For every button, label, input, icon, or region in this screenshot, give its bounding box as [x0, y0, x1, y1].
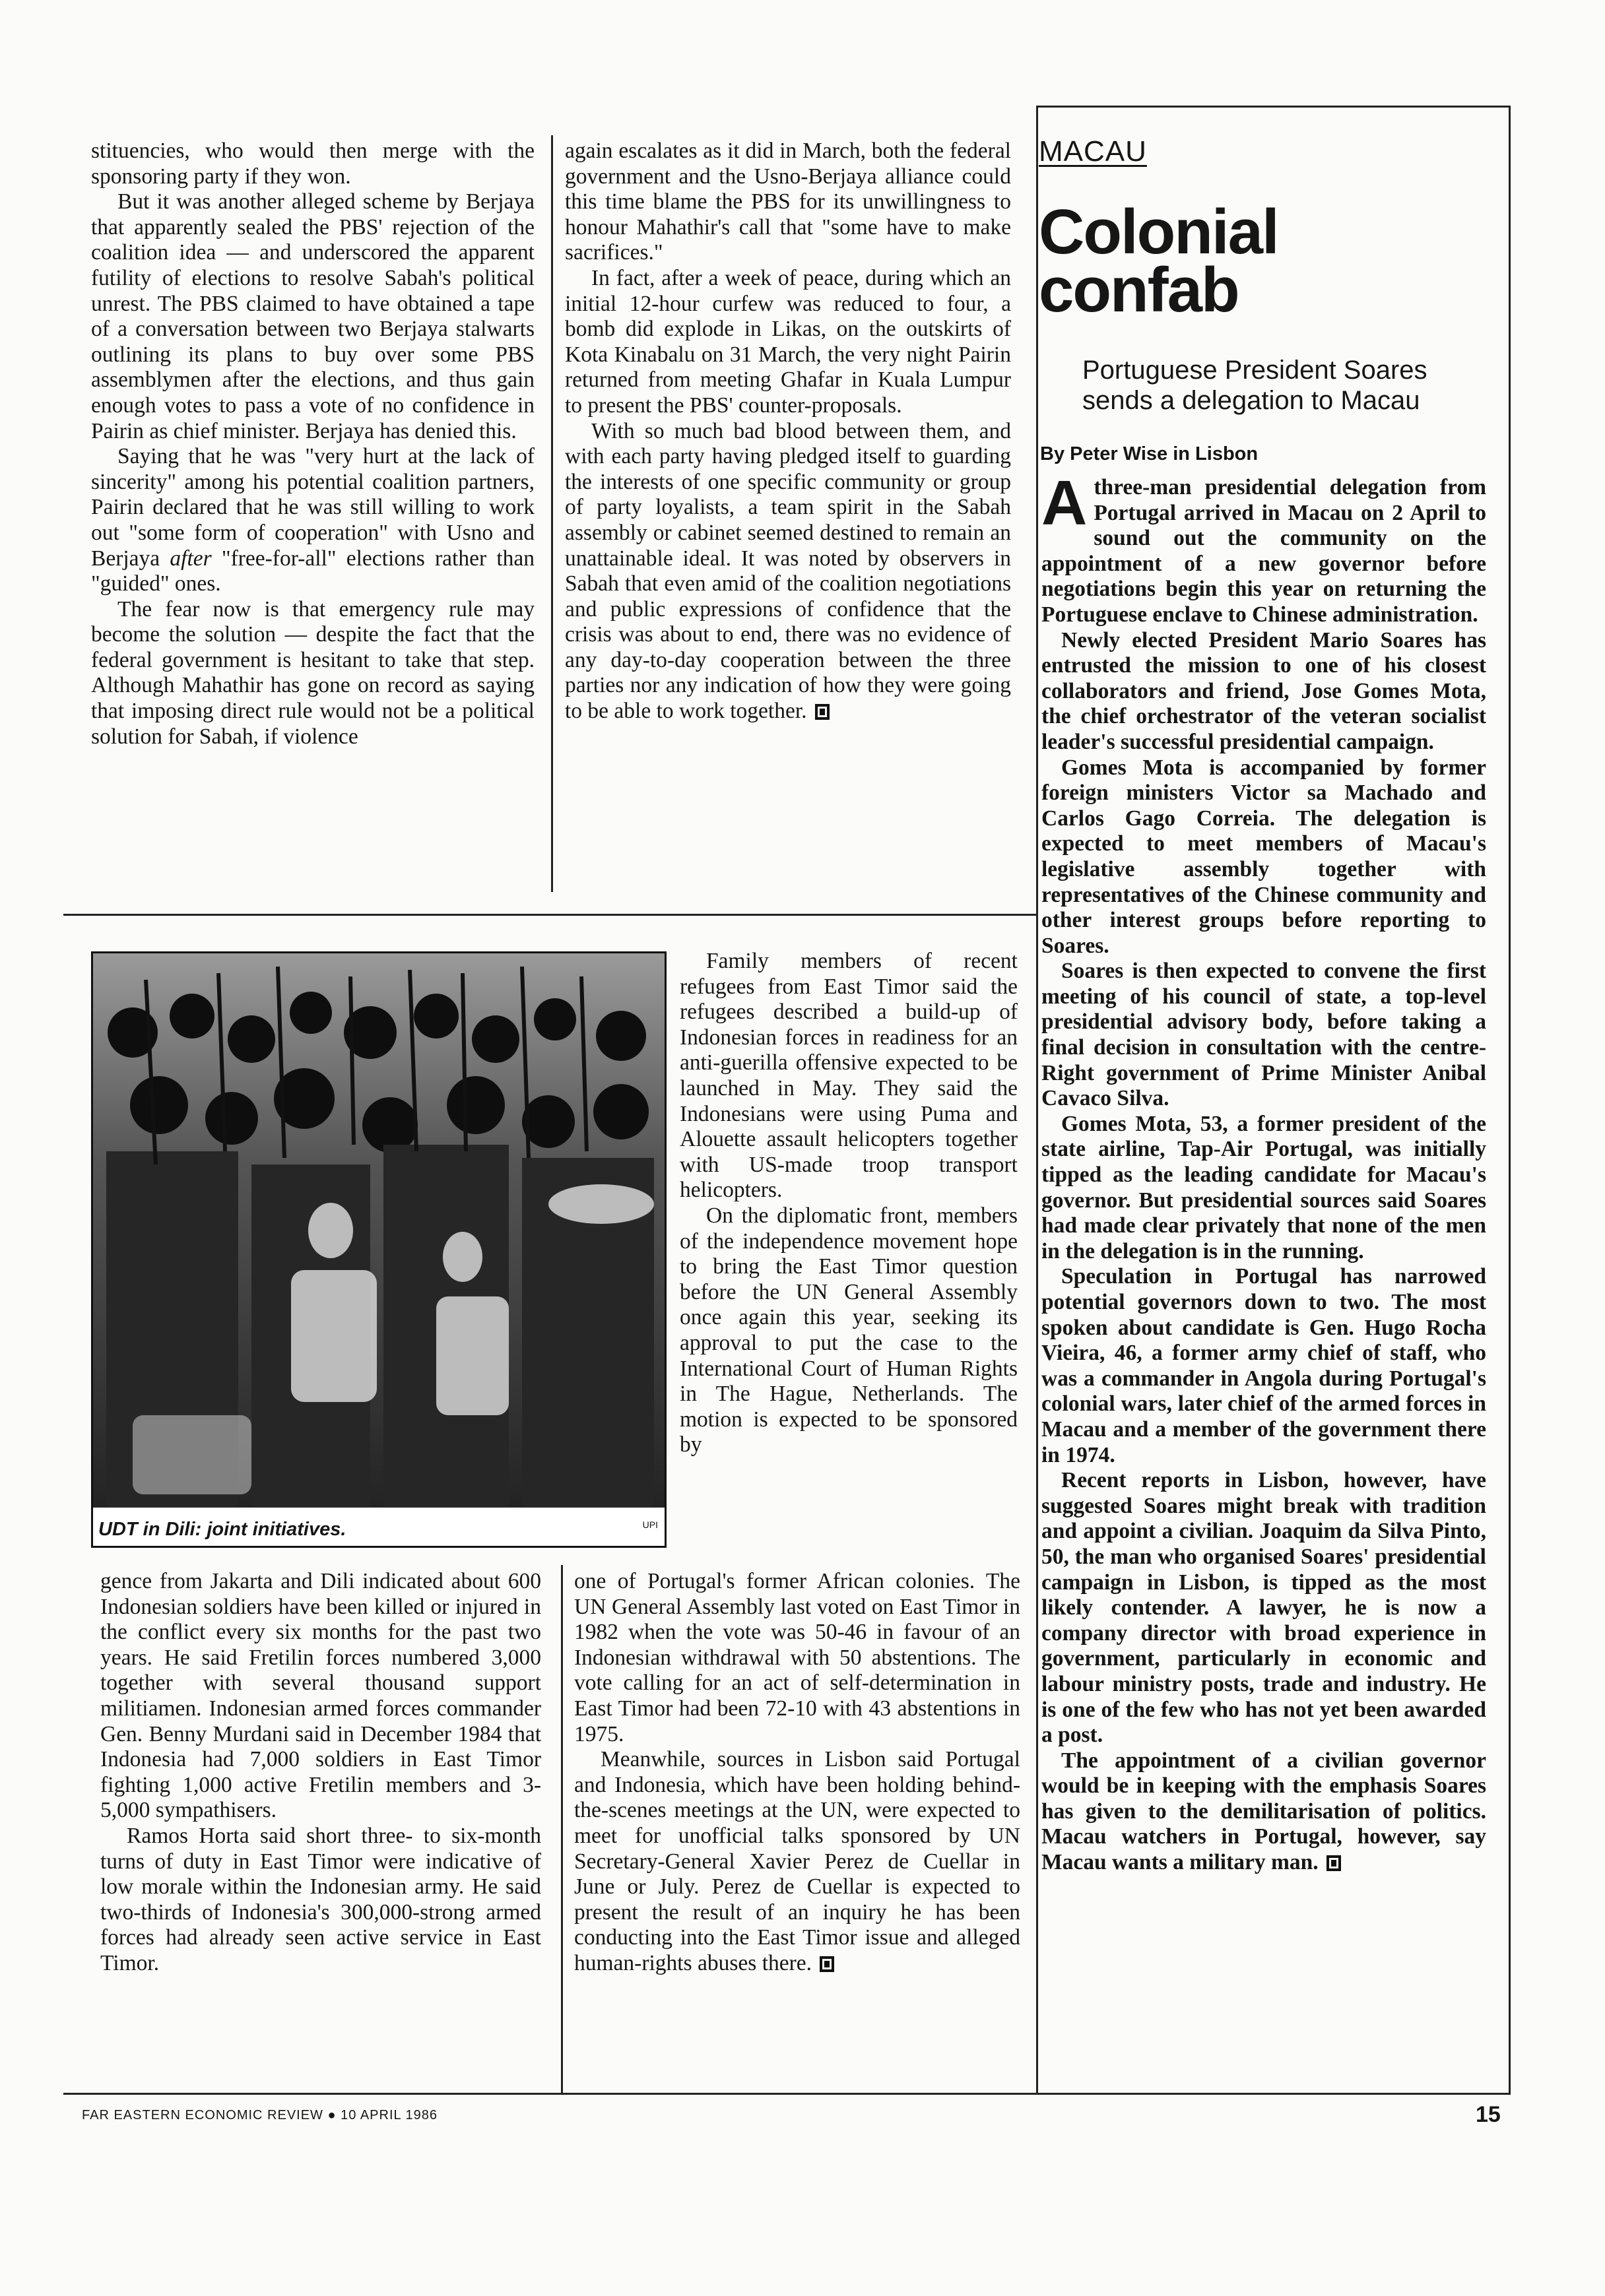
macau-frame-right [1509, 106, 1511, 2095]
paragraph: In fact, after a week of peace, during which an initial 12-hour curfew was reduced to four, a bomb did explode in Likas, on the outskirts of Kota Kinabalu on 31 March, the very night Pairin returned from meeting Ghafar in Kuala Lumpur to present the PBS' counter-proposals. [565, 265, 1011, 418]
paragraph-text: Saying that he was "very hurt at the lack of sincerity" among his potential coalition partners, Pairin declared that he was still willing to work out "some form of cooperation" with Usno and Berjaya [91, 444, 535, 571]
paragraph: Recent reports in Lisbon, however, have suggested Soares might break with tradition and appoint a civilian. Joaquim da Silva Pinto, 50, the man who organised Soares' presidential campaign in Lisbon, is tipped as the most likely contender. A lawyer, he is now a company director with broad experience in government, particularly in economic and labour ministry posts, trade and industry. He is one of the few who has not yet been awarded a post. [1041, 1468, 1486, 1748]
column-rule [1036, 106, 1038, 2095]
emphasis: after [170, 546, 212, 571]
paragraph-text: "free-for-all" elections rather than "guided" ones. [91, 546, 535, 596]
bullet-separator: ● [327, 2108, 341, 2122]
headline-line: Colonial [1039, 197, 1278, 267]
paragraph-text: The appointment of a civilian governor would be in keeping with the emphasis Soares has given to the demilitarisation of politics. Macau watchers in Portugal, however, say Macau wants a military man. [1041, 1748, 1486, 1875]
paragraph: But it was another alleged scheme by Berjaya that apparently sealed the PBS' rejection of the coalition idea — and underscored the apparent futility of elections to resolve Sabah's political unrest. The PBS claimed to have obtained a tape of a conversation between two Berjaya stalwarts outlining its plans to buy over some PBS assemblymen after the elections, and thus gain enough votes to pass a vote of no confidence in Pairin as chief minister. Berjaya has denied this. [91, 189, 535, 443]
headline [1039, 197, 1278, 325]
paragraph: Newly elected President Mario Soares has entrusted the mission to one of his closest collaborators and friend, Jose Gomes Mota, the chief orchestrator of the veteran socialist leader's successful presidential campaign. [1041, 627, 1486, 754]
end-mark-icon [815, 704, 830, 720]
paragraph: one of Portugal's former African colonies. The UN General Assembly last voted on East Timor in 1982 when the vote was 50-46 in favour of an Indonesian withdrawal with 50 abstentions. The vote calling for an act of self-determination in East Timor had been 72-10 with 43 abstentions in 1975. [574, 1569, 1020, 1746]
crowd-photo-image [93, 953, 665, 1546]
column-rule [561, 1565, 563, 2093]
article-column [680, 949, 1018, 1458]
column-rule [551, 135, 553, 892]
paragraph: On the diplomatic front, members of the independence movement hope to bring the East Timor question before the UN General Assembly once again this year, seeking its approval to put the case to the International Court of Human Rights in The Hague, Netherlands. The motion is expected to be sponsored by [680, 1203, 1018, 1457]
section-kicker: MACAU [1039, 135, 1147, 168]
photo-caption: UDT in Dili: joint initiatives. [98, 1519, 346, 1540]
page-number: 15 [1476, 2102, 1501, 2127]
paragraph-text: Meanwhile, sources in Lisbon said Portugal and Indonesia, which have been holding behind-the-scenes meetings at the UN, were expected to meet for unofficial talks sponsored by UN Secretary-General Xavier Perez de Cuellar in June or July. Perez de Cuellar is expected to present the result of an inquiry he has been conducting into the East Timor issue and alleged human-rights abuses there. [574, 1747, 1020, 1975]
paragraph: The fear now is that emergency rule may become the solution — despite the fact that the federal government is hesitant to take that step. Although Mahathir has gone on record as saying that imposing direct rule would not be a political solution for Sabah, if violence [91, 596, 535, 749]
end-mark-icon [1327, 1855, 1341, 1871]
deck: Portuguese President Soares sends a delegation to Macau [1082, 356, 1427, 415]
paragraph-text: three-man presidential delegation from Portugal arrived in Macau on 2 April to sound out the community on the appointment of a new governor before negotiations begin this year on returning the Portuguese enclave to Chinese administration. [1041, 475, 1486, 627]
photo-credit: UPI [642, 1519, 658, 1530]
news-photo [91, 951, 667, 1548]
paragraph: Family members of recent refugees from East Timor said the refugees described a build-up of Indonesian forces in readiness for an anti-guerilla offensive expected to be launched in May. They said the Indonesians were using Puma and Alouette assault helicopters together with US-made troop transport helicopters. [680, 949, 1018, 1203]
paragraph-text: With so much bad blood between them, and with each party having pledged itself to guarding the interests of one specific community or group of party loyalists, a team spirit in the Sabah assembly or cabinet seemed destined to remain an unattainable ideal. It was noted by observers in Sabah that even amid of the coalition negotiations and public expressions of confidence that the crisis was about to end, there was no evidence of any day-to-day cooperation between the three parties nor any indication of how they were going to be able to work together. [565, 418, 1011, 724]
article-column [100, 1569, 541, 1977]
page-bottom-rule [63, 2093, 1511, 2095]
issue-date: 10 APRIL 1986 [341, 2108, 438, 2122]
paragraph: Gomes Mota is accompanied by former foreign ministers Victor sa Machado and Carlos Gago Correia. The delegation is expected to meet members of Macau's legislative assembly together with representatives of the Chinese community and other interest groups before reporting to Soares. [1041, 755, 1486, 958]
article-column [1041, 468, 1486, 1876]
article-column [565, 139, 1011, 724]
paragraph [565, 419, 1011, 724]
paragraph: stituencies, who would then merge with the sponsoring party if they won. [91, 139, 535, 189]
publication-name: FAR EASTERN ECONOMIC REVIEW [82, 2108, 323, 2122]
paragraph: gence from Jakarta and Dili indicated about 600 Indonesian soldiers have been killed or injured in the conflict every six months for the past two years. He said Fretilin forces numbered 3,000 together with several thousand support militiamen. Indonesian armed forces commander Gen. Benny Murdani said in December 1984 that Indonesia had 7,000 soldiers in East Timor fighting 1,000 active Fretilin members and 3-5,000 sympathisers. [100, 1569, 541, 1823]
paragraph: Soares is then expected to convene the first meeting of his council of state, a top-level presidential advisory body, before taking a final decision in consultation with the centre-Right government of Prime Minister Anibal Cavaco Silva. [1041, 959, 1486, 1111]
drop-cap: A [1041, 468, 1088, 538]
section-divider [63, 914, 1037, 916]
paragraph: Gomes Mota, 53, a former president of the state airline, Tap-Air Portugal, was initially tipped as the leading candidate for Macau's governor. But presidential sources said Soares had made clear privately that none of the men in the delegation is in the running. [1041, 1111, 1486, 1263]
paragraph [1041, 1748, 1486, 1876]
macau-frame-top [1036, 106, 1511, 108]
article-column [91, 139, 535, 749]
paragraph: Ramos Horta said short three- to six-month turns of duty in East Timor were indicative of low morale within the Indonesian army. He said two-thirds of Indonesia's 300,000-strong armed forces had already seen active service in East Timor. [100, 1823, 541, 1975]
byline: By Peter Wise in Lisbon [1040, 443, 1259, 464]
end-mark-icon [820, 1956, 834, 1972]
footer-publication [82, 2108, 438, 2123]
paragraph: Speculation in Portugal has narrowed potential governors down to two. The most spoken about candidate is Gen. Hugo Rocha Vieira, 46, a former army chief of staff, who was a commander in Angola during Portugal's colonial wars, later chief of the armed forces in Macau and a member of the government there in 1974. [1041, 1264, 1486, 1467]
article-column [574, 1569, 1020, 1977]
headline-line: confab [1039, 255, 1239, 325]
paragraph [1041, 468, 1486, 628]
paragraph [574, 1747, 1020, 1976]
paragraph [91, 444, 535, 597]
paragraph: again escalates as it did in March, both the federal government and the Usno-Berjaya alliance could this time blame the PBS for its unwillingness to honour Mahathir's call that "some have to make sacrifices." [565, 139, 1011, 265]
